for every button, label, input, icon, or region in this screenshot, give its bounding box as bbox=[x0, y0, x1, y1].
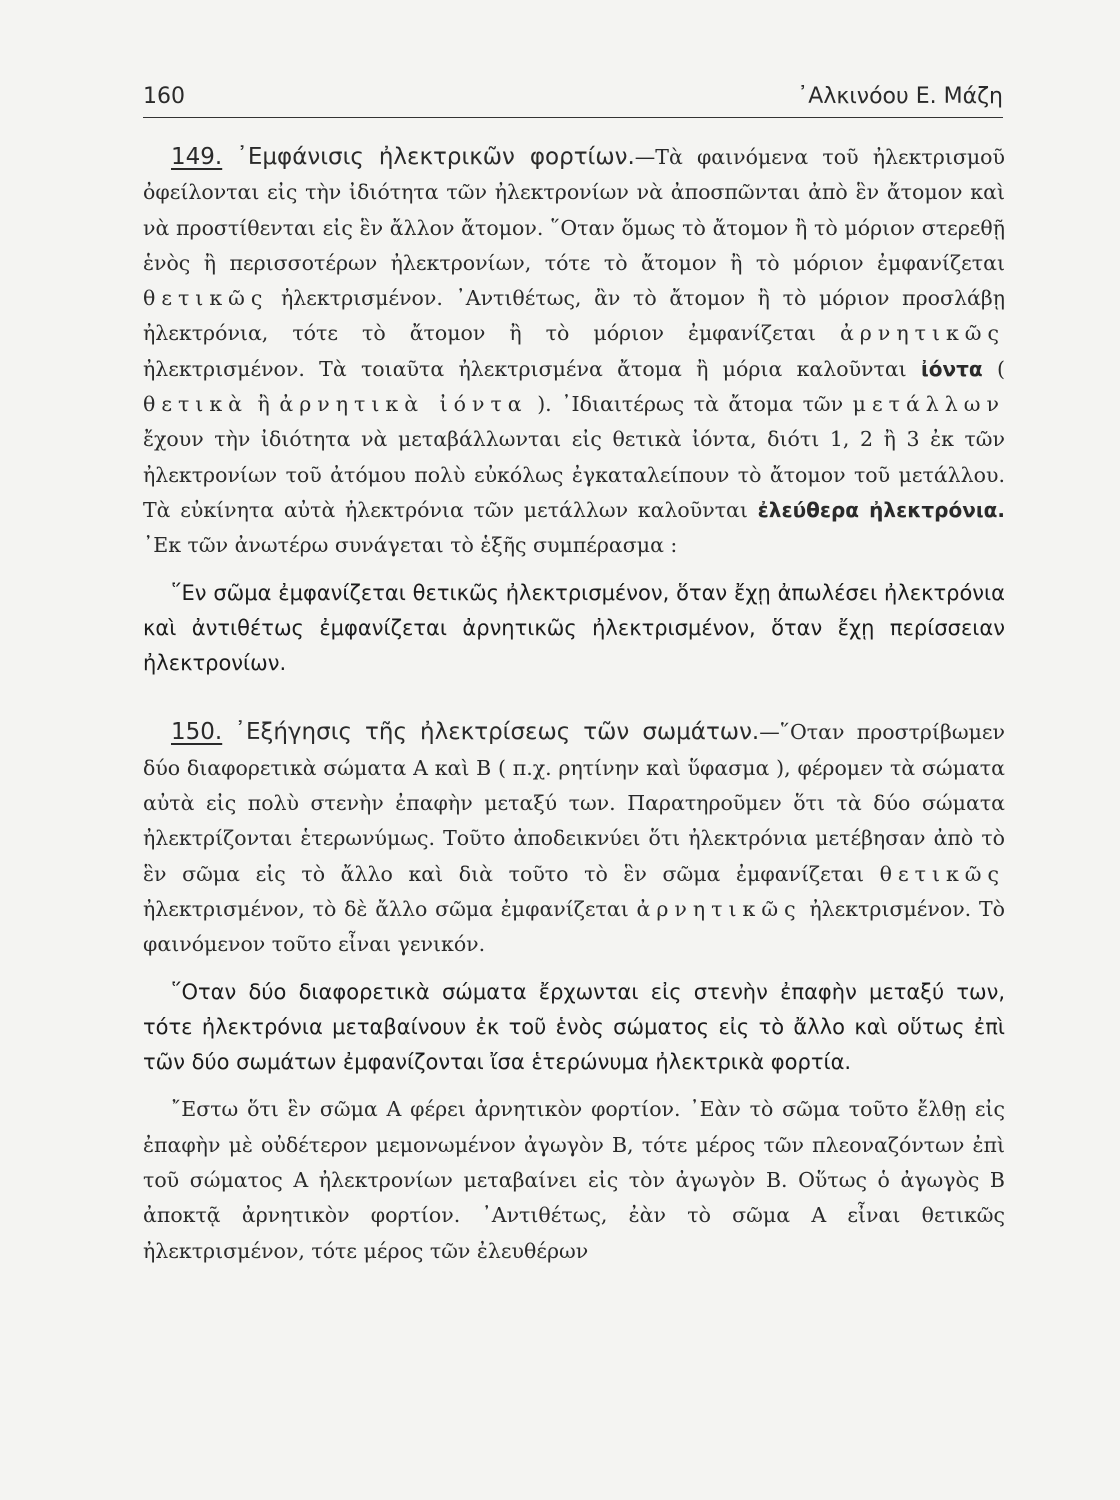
running-head: ᾿Αλκινόου Ε. Μάζη bbox=[797, 84, 1003, 109]
section-150-number: 150. bbox=[171, 719, 223, 746]
section-150-paragraph bbox=[143, 715, 1005, 962]
section-149-text-i: ἢ bbox=[257, 392, 270, 417]
section-149-word-free: ἐλεύθερα ἠλεκτρόνια. bbox=[757, 497, 1005, 522]
section-150-title: ᾿Εξήγησις τῆς ἠλεκτρίσεως τῶν σωμάτων. bbox=[234, 719, 760, 746]
section-150-text-b: ἠλεκτρισμένον, τὸ δὲ ἄλλο σῶμα ἐμφανίζεται bbox=[143, 896, 629, 921]
section-149-text-b: ἠλεκτρισμένον. ᾿Αντιθέτως, ἂν τὸ ἄτομον ἢ τὸ μόριον προσλάβῃ ἠλεκτρόνια, τότε τὸ ἄτομον ἢ τὸ μόριον ἐμφανίζεται bbox=[143, 286, 1005, 346]
section-149-word-metallon: μετάλλων bbox=[852, 392, 1005, 417]
section-150-word-arnitikos: ἀρνητικῶς bbox=[636, 896, 802, 921]
section-149-word-ionta: ἰόντα bbox=[921, 356, 983, 381]
page-body bbox=[143, 140, 1005, 1269]
section-149-text-e: ἔχουν τὴν ἰδιότητα νὰ μεταβάλλωνται εἰς θετικὰ ἰόντα, διότι 1, 2 ἢ 3 ἐκ τῶν ἠλεκτρονίων τοῦ ἀτόμου πολὺ εὐκόλως ἐγκαταλείπουν τὸ ἄτομον τοῦ μετάλλου. Τὰ εὐκίνητα αὐτὰ ἠλεκτρόνια τῶν μετάλλων καλοῦνται bbox=[143, 427, 1005, 522]
section-149-text-d: ᾿Ιδιαιτέρως τὰ ἄτομα τῶν bbox=[561, 392, 844, 417]
section-149-text-a: —Τὰ φαινόμενα τοῦ ἠλεκτρισμοῦ ὀφείλονται εἰς τὴν ἰδιότητα τῶν ἠλεκτρονίων νὰ ἀποσπῶνται ἀπὸ ἓν ἄτομον καὶ νὰ προστίθενται εἰς ἓν ἄλλον ἄτομον. ῞Οταν ὅμως τὸ ἄτομον ἢ τὸ μόριον στερεθῇ ἑνὸς ἢ περισσοτέρων ἠλεκτρονίων, τότε τὸ ἄτομον ἢ τὸ μόριον ἐμφανίζεται bbox=[143, 145, 1005, 275]
section-149-number: 149. bbox=[171, 144, 223, 170]
section-150-text-c: ἠλεκτρισμένον. Τὸ φαινόμενον τοῦτο εἶναι γενικόν. bbox=[143, 896, 1005, 957]
section-149-conclusion: ῞Εν σῶμα ἐμφανίζεται θετικῶς ἠλεκτρισμένον, ὅταν ἔχῃ ἀπωλέσει ἠλεκτρόνια καὶ ἀντιθέτως ἐμφανίζεται ἀρνητικῶς ἠλεκτρισμένον, ὅταν ἔχῃ περίσσειαν ἠλεκτρονίων. bbox=[143, 580, 1005, 676]
section-149-word-thetikos: θετικῶς bbox=[143, 286, 269, 311]
section-149-word-arnitikos: ἀρνητικῶς bbox=[839, 321, 1005, 346]
section-150-word-thetikos: θετικῶς bbox=[879, 861, 1005, 886]
section-149-word-thetika: θετικὰ bbox=[143, 392, 248, 417]
section-150-rule: ῞Οταν δύο διαφορετικὰ σώματα ἔρχωνται εἰς στενὴν ἐπαφὴν μεταξύ των, τότε ἠλεκτρόνια μεταβαίνουν ἐκ τοῦ ἑνὸς σώματος εἰς τὸ ἄλλο καὶ οὕτως ἐπὶ τῶν δύο σωμάτων ἐμφανίζονται ἴσα ἑτερώνυμα ἠλεκτρικὰ φορτία. bbox=[143, 979, 1005, 1075]
section-150-example: ῎Εστω ὅτι ἓν σῶμα Α φέρει ἀρνητικὸν φορτίον. ᾿Εὰν τὸ σῶμα τοῦτο ἔλθῃ εἰς ἐπαφὴν μὲ οὐδέτερον μεμονωμένον ἀγωγὸν Β, τότε μέρος τῶν πλεοναζόντων ἐπὶ τοῦ σώματος Α ἠλεκτρονίων μεταβαίνει εἰς τὸν ἀγωγὸν Β. Οὕτως ὁ ἀγωγὸς Β ἀποκτᾷ ἀρνητικὸν φορτίον. ᾿Αντιθέτως, ἐὰν τὸ σῶμα Α εἶναι θετικῶς ἠλεκτρισμένον, τότε μέρος τῶν ἐλευθέρων bbox=[143, 1097, 1005, 1263]
page-header bbox=[143, 76, 1003, 116]
section-149-text-f: ᾿Εκ τῶν ἀνωτέρω συνάγεται τὸ ἑξῆς συμπέρασμα : bbox=[143, 533, 678, 558]
section-149-paragraph bbox=[143, 140, 1005, 564]
section-149-paren-open: ( bbox=[996, 356, 1005, 381]
section-150-text-a: —῞Οταν προστρίβωμεν δύο διαφορετικὰ σώματα Α καὶ Β ( π.χ. ρητίνην καὶ ὕφασμα ), φέρομεν τὰ σώματα αὐτὰ εἰς πολὺ στενὴν ἐπαφὴν μεταξύ των. Παρατηροῦμεν ὅτι τὰ δύο σώματα ἠλεκτρίζονται ἑτερωνύμως. Τοῦτο ἀποδεικνύει ὅτι ἠλεκτρόνια μετέβησαν ἀπὸ τὸ ἓν σῶμα εἰς τὸ ἄλλο καὶ διὰ τοῦτο τὸ ἓν σῶμα ἐμφανίζεται bbox=[143, 720, 1005, 886]
section-149-text-c: ἠλεκτρισμένον. Τὰ τοιαῦτα ἠλεκτρισμένα ἄτομα ἢ μόρια καλοῦνται bbox=[143, 356, 907, 381]
section-149-paren-close: ). bbox=[537, 392, 552, 417]
section-149-word-arnitika-ionta: ἀρνητικὰ ἰόντα bbox=[279, 392, 528, 417]
header-rule bbox=[143, 117, 1003, 118]
section-149-title: ᾿Εμφάνισις ἠλεκτρικῶν φορτίων. bbox=[236, 144, 635, 170]
page-number: 160 bbox=[143, 84, 185, 109]
